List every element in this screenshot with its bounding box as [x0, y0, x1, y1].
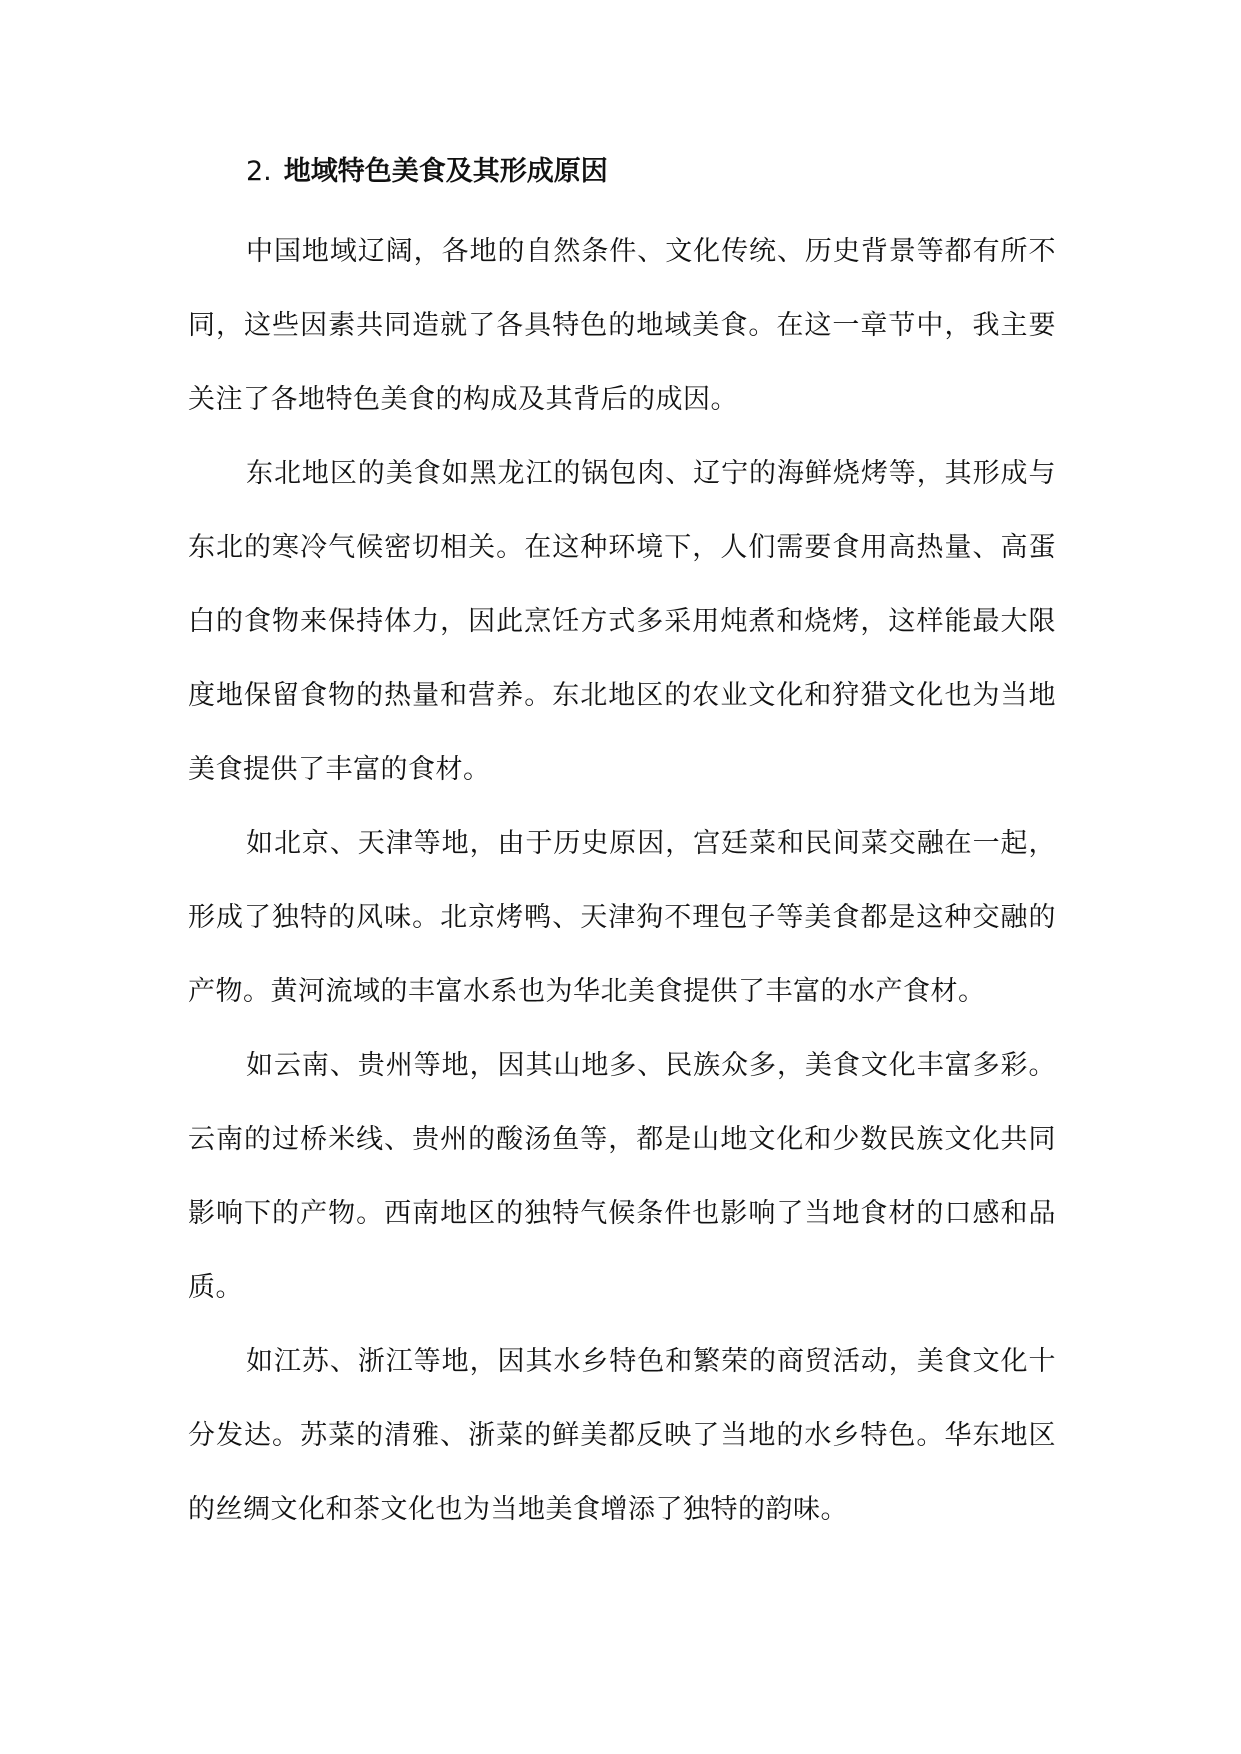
- paragraph-east-china: 如江苏、浙江等地，因其水乡特色和繁荣的商贸活动，美食文化十分发达。苏菜的清雅、浙菜的鲜美都反映了当地的水乡特色。华东地区的丝绸文化和茶文化也为当地美食增添了独特的韵味。: [188, 1346, 1056, 1525]
- section-number: 2.: [246, 156, 272, 187]
- section-heading: [246, 152, 608, 192]
- section-title: 地域特色美食及其形成原因: [283, 156, 608, 187]
- paragraph-southwest: 如云南、贵州等地，因其山地多、民族众多，美食文化丰富多彩。云南的过桥米线、贵州的酸汤鱼等，都是山地文化和少数民族文化共同影响下的产物。西南地区的独特气候条件也影响了当地食材的口感和品质。: [188, 1050, 1056, 1303]
- body-text: [188, 215, 1056, 1547]
- paragraph-northeast: 东北地区的美食如黑龙江的锅包肉、辽宁的海鲜烧烤等，其形成与东北的寒冷气候密切相关。在这种环境下，人们需要食用高热量、高蛋白的食物来保持体力，因此烹饪方式多采用炖煮和烧烤，这样能最大限度地保留食物的热量和营养。东北地区的农业文化和狩猎文化也为当地美食提供了丰富的食材。: [188, 458, 1056, 785]
- paragraph-intro: 中国地域辽阔，各地的自然条件、文化传统、历史背景等都有所不同，这些因素共同造就了各具特色的地域美食。在这一章节中，我主要关注了各地特色美食的构成及其背后的成因。: [188, 236, 1056, 415]
- paragraph-north-china: 如北京、天津等地，由于历史原因，宫廷菜和民间菜交融在一起，形成了独特的风味。北京烤鸭、天津狗不理包子等美食都是这种交融的产物。黄河流域的丰富水系也为华北美食提供了丰富的水产食材。: [188, 828, 1056, 1007]
